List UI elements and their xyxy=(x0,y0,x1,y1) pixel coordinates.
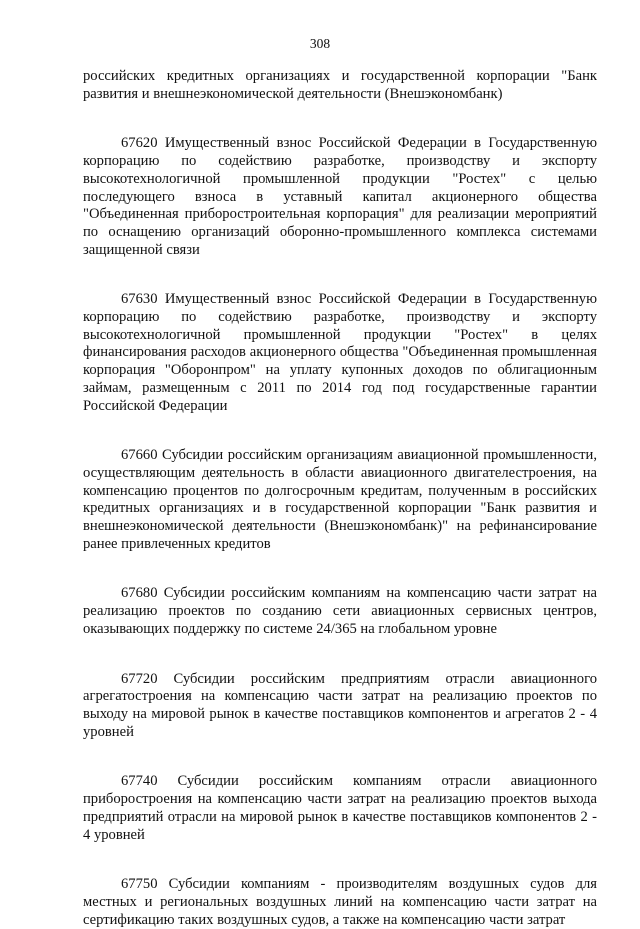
document-body xyxy=(83,68,597,929)
page-number: 308 xyxy=(309,36,331,51)
paragraph-67620: 67620 Имущественный взнос Российской Федерации в Государственную корпорацию по содействию разработке, производству и экспорту высокотехнологичной промышленной продукции "Ростех" с целью последующего взноса в уставный капитал акционерного общества "Объединенная приборостроительная корпорация" для реализации мероприятий по оснащению организаций оборонно-промышленного комплекса системами защищенной связи xyxy=(83,135,597,258)
paragraph-67750: 67750 Субсидии компаниям - производителям воздушных судов для местных и региональных воздушных линий на компенсацию части затрат на сертификацию таких воздушных судов, а также на компенсацию части затрат xyxy=(83,876,597,928)
paragraph-continuation: российских кредитных организациях и государственной корпорации "Банк развития и внешнеэкономической деятельности (Внешэкономбанк) xyxy=(83,68,597,102)
paragraph-67740: 67740 Субсидии российским компаниям отрасли авиационного приборостроения на компенсацию части затрат на реализацию проектов выхода предприятий отрасли на мировой рынок в качестве поставщиков компонентов 2 - 4 уровней xyxy=(83,773,597,843)
paragraph-67680: 67680 Субсидии российским компаниям на компенсацию части затрат на реализацию проектов по созданию сети авиационных сервисных центров, оказывающих поддержку по системе 24/365 на глобальном уровне xyxy=(83,585,597,637)
paragraph-67720: 67720 Субсидии российским предприятиям отрасли авиационного агрегатостроения на компенсацию части затрат на реализацию проектов по выходу на мировой рынок в качестве поставщиков компонентов и агрегатов 2 - 4 уровней xyxy=(83,670,597,740)
paragraph-67660: 67660 Субсидии российским организациям авиационной промышленности, осуществляющим деятельность в области авиационного двигателестроения, на компенсацию процентов по долгосрочным кредитам, полученным в российских кредитных организациях и в государственной корпорации "Банк развития и внешнеэкономической деятельности (Внешэкономбанк)" на рефинансирование ранее привлеченных кредитов xyxy=(83,447,597,552)
paragraph-67630: 67630 Имущественный взнос Российской Федерации в Государственную корпорацию по содействию разработке, производству и экспорту высокотехнологичной промышленной продукции "Ростех" в целях финансирования расходов акционерного общества "Объединенная промышленная корпорация "Оборонпром" на уплату купонных доходов по облигационным займам, размещенным с 2011 по 2014 год под государственные гарантии Российской Федерации xyxy=(83,291,597,414)
